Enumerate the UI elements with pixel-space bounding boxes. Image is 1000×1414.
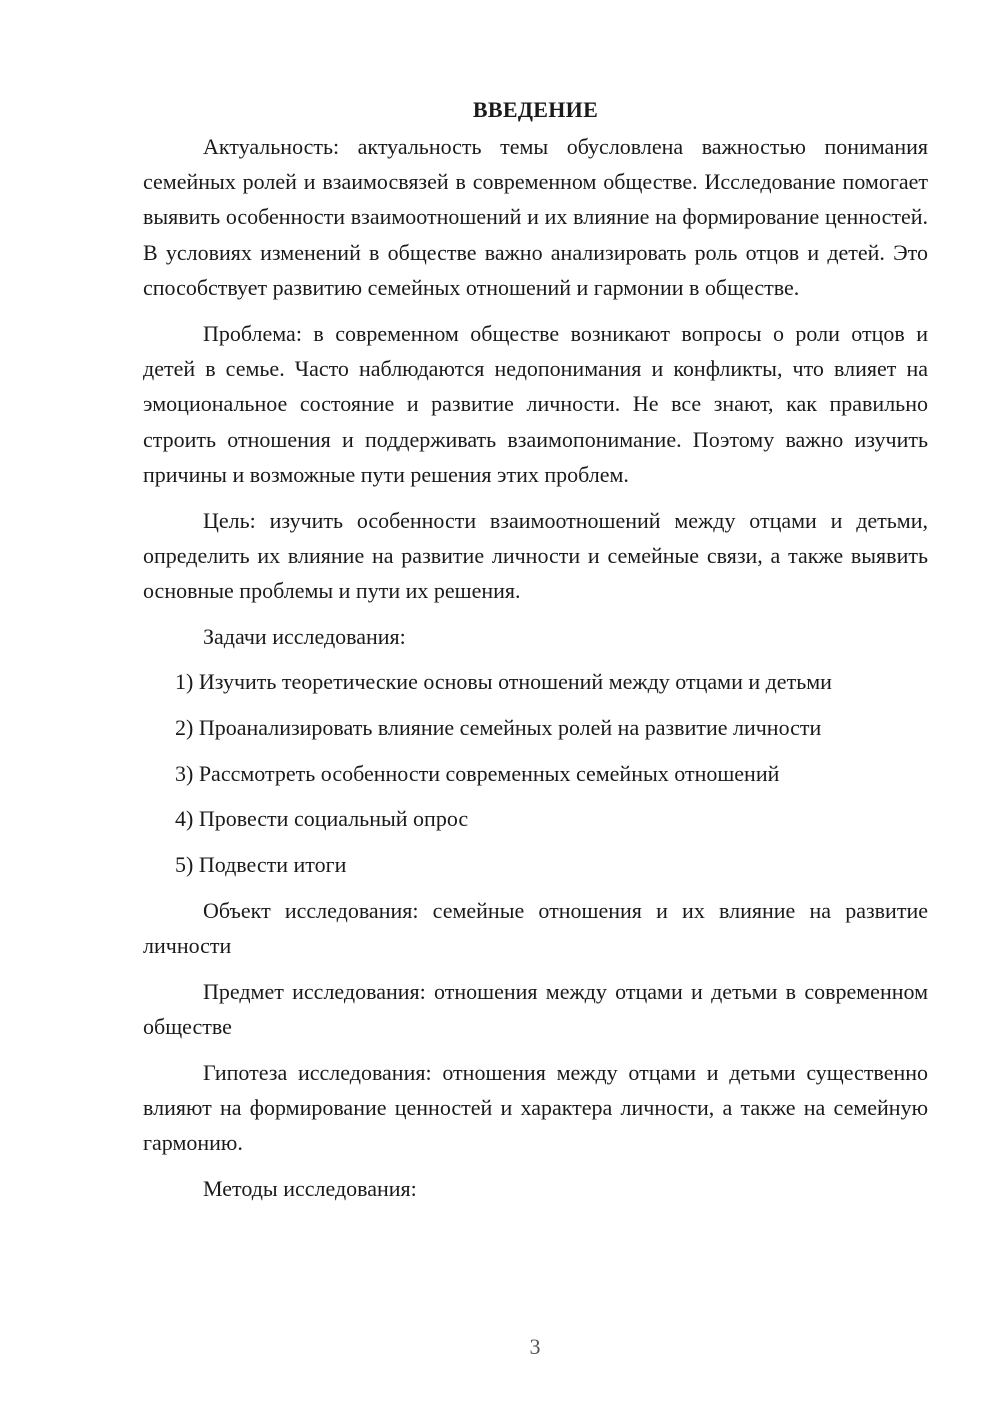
tasks-list: [143, 664, 928, 882]
list-item: 2) Проанализировать влияние семейных ролей на развитие личности: [175, 715, 822, 741]
paragraph-subject: Предмет исследования: отношения между отцами и детьми в современном обществе: [143, 978, 928, 1039]
page-number: 3: [529, 1334, 541, 1359]
page-title: ВВЕДЕНИЕ: [472, 97, 599, 122]
list-item: 1) Изучить теоретические основы отношений между отцами и детьми: [175, 669, 832, 695]
tasks-heading: Задачи исследования:: [203, 623, 406, 649]
document-page: [143, 92, 928, 1216]
list-item: 3) Рассмотреть особенности современных семейных отношений: [175, 760, 780, 786]
methods-heading: Методы исследования:: [203, 1175, 417, 1201]
paragraph-goal: Цель: изучить особенности взаимоотношений между отцами и детьми, определить их влияние на развитие личности и семейные связи, а также выявить основные проблемы и пути их решения.: [143, 507, 928, 603]
list-item: 5) Подвести итоги: [175, 852, 347, 878]
paragraph-hypothesis: Гипотеза исследования: отношения между отцами и детьми существенно влияют на формирование ценностей и характера личности, а также на семейную гармонию.: [143, 1059, 928, 1156]
paragraph-relevance: Актуальность: актуальность темы обусловлена важностью понимания семейных ролей и взаимосвязей в современном обществе. Исследование помогает выявить особенности взаимоотношений и их влияние на формирование ценностей. В условиях изменений в обществе важно анализировать роль отцов и детей. Это способствует развитию семейных отношений и гармонии в обществе.: [143, 134, 928, 300]
paragraph-problem: Проблема: в современном обществе возникают вопросы о роли отцов и детей в семье. Часто наблюдаются недопонимания и конфликты, что влияет на эмоциональное состояние и развитие личности. Не все знают, как правильно строить отношения и поддерживать взаимопонимание. Поэтому важно изучить причины и возможные пути решения этих проблем.: [143, 321, 928, 487]
paragraph-object: Объект исследования: семейные отношения и их влияние на развитие личности: [143, 897, 928, 959]
list-item: 4) Провести социальный опрос: [175, 806, 469, 832]
